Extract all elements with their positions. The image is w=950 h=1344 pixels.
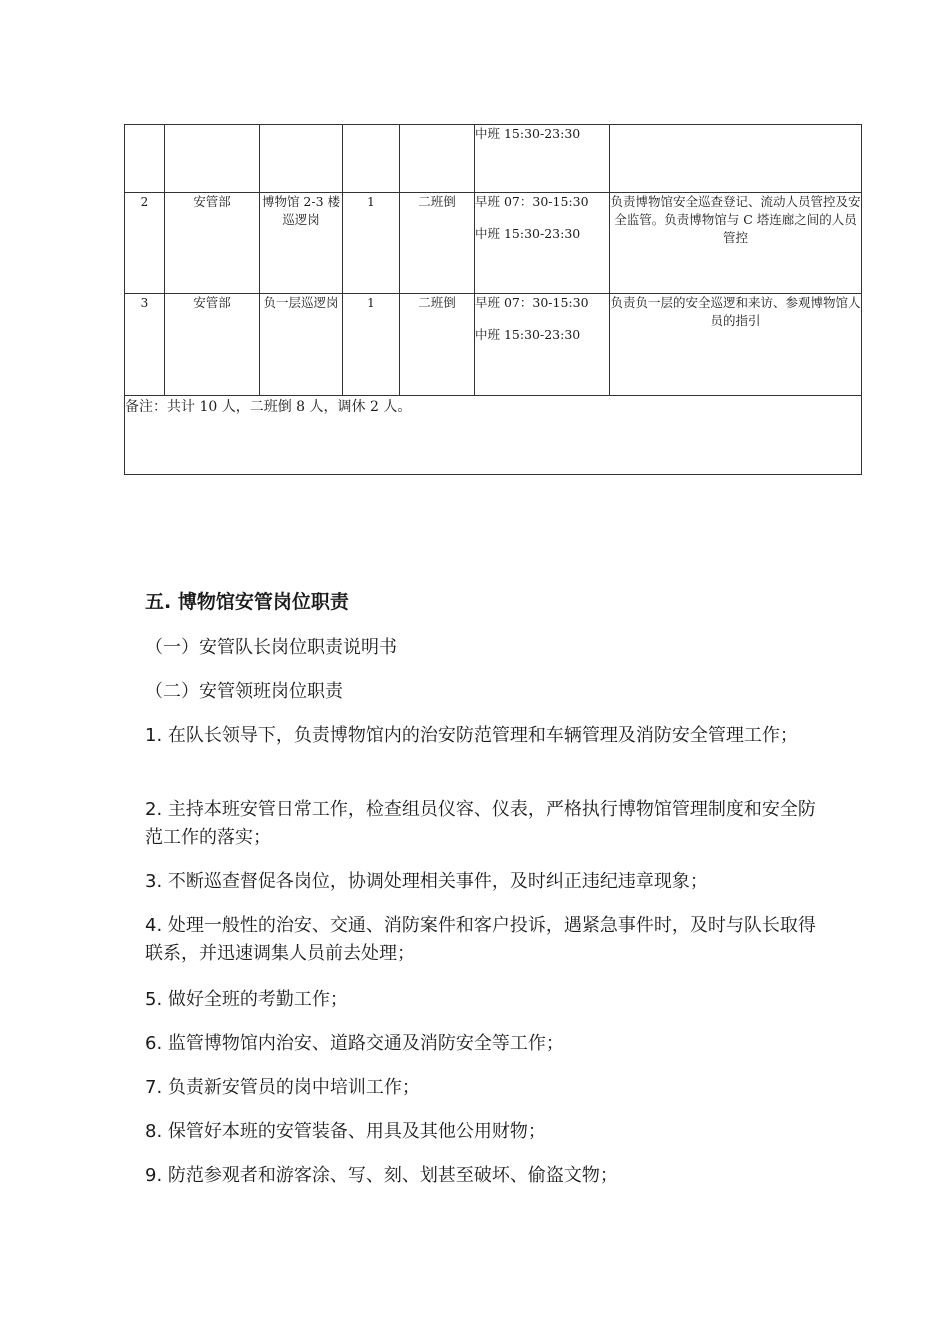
duty-item: 2. 主持本班安管日常工作，检查组员仪容、仪表，严格执行博物馆管理制度和安全防范工作的落实； (145, 799, 816, 848)
subsection-title: （二）安管领班岗位职责 (145, 681, 343, 702)
post-cell (260, 125, 343, 193)
remark-row (125, 396, 862, 475)
department-cell: 安管部 (165, 294, 260, 396)
duty-item: 3. 不断巡查督促各岗位，协调处理相关事件，及时纠正违纪违章现象； (145, 871, 708, 892)
shift-time-cell (475, 294, 610, 396)
department-cell (165, 125, 260, 193)
duty-item: 9. 防范参观者和游客涂、写、刻、划甚至破坏、偷盗文物； (145, 1165, 618, 1186)
shift-time-line: 中班 15:30-23:30 (475, 126, 581, 141)
shift-mode-cell: 二班倒 (400, 193, 475, 294)
headcount-cell (343, 125, 400, 193)
headcount-cell: 1 (343, 193, 400, 294)
shift-time-cell (475, 193, 610, 294)
duty-cell: 负责博物馆安全巡查登记、流动人员管控及安全监管。负责博物馆与 C 塔连廊之间的人员管控 (610, 193, 862, 294)
line-gap (475, 312, 609, 326)
post-cell: 博物馆 2-3 楼巡逻岗 (260, 193, 343, 294)
section-heading: 五. 博物馆安管岗位职责 (145, 591, 349, 613)
duty-item: 1. 在队长领导下，负责博物馆内的治安防范管理和车辆管理及消防安全管理工作； (145, 725, 798, 746)
shift-table (124, 124, 862, 475)
row-number (125, 125, 165, 193)
shift-time-line: 早班 07：30-15:30 (475, 194, 589, 209)
remark-cell: 备注：共计 10 人，二班倒 8 人，调休 2 人。 (125, 396, 862, 475)
shift-time-line: 早班 07：30-15:30 (475, 295, 589, 310)
headcount-cell: 1 (343, 294, 400, 396)
duty-cell (610, 125, 862, 193)
department-cell: 安管部 (165, 193, 260, 294)
row-number: 2 (125, 193, 165, 294)
line-gap (475, 211, 609, 225)
shift-time-line: 中班 15:30-23:30 (475, 226, 581, 241)
duty-cell: 负责负一层的安全巡逻和来访、参观博物馆人员的指引 (610, 294, 862, 396)
shift-mode-cell (400, 125, 475, 193)
table-row (125, 125, 862, 193)
duty-item: 5. 做好全班的考勤工作； (145, 989, 348, 1010)
table-row (125, 193, 862, 294)
duty-item: 8. 保管好本班的安管装备、用具及其他公用财物； (145, 1121, 546, 1142)
row-number: 3 (125, 294, 165, 396)
table-row (125, 294, 862, 396)
post-cell: 负一层巡逻岗 (260, 294, 343, 396)
duty-item: 7. 负责新安管员的岗中培训工作； (145, 1077, 420, 1098)
shift-mode-cell: 二班倒 (400, 294, 475, 396)
duty-item: 6. 监管博物馆内治安、道路交通及消防安全等工作； (145, 1033, 564, 1054)
shift-time-line: 中班 15:30-23:30 (475, 327, 581, 342)
shift-time-cell (475, 125, 610, 193)
subsection-title: （一）安管队长岗位职责说明书 (145, 637, 397, 658)
duty-item: 4. 处理一般性的治安、交通、消防案件和客户投诉，遇紧急事件时，及时与队长取得联系，并迅速调集人员前去处理； (145, 915, 816, 964)
